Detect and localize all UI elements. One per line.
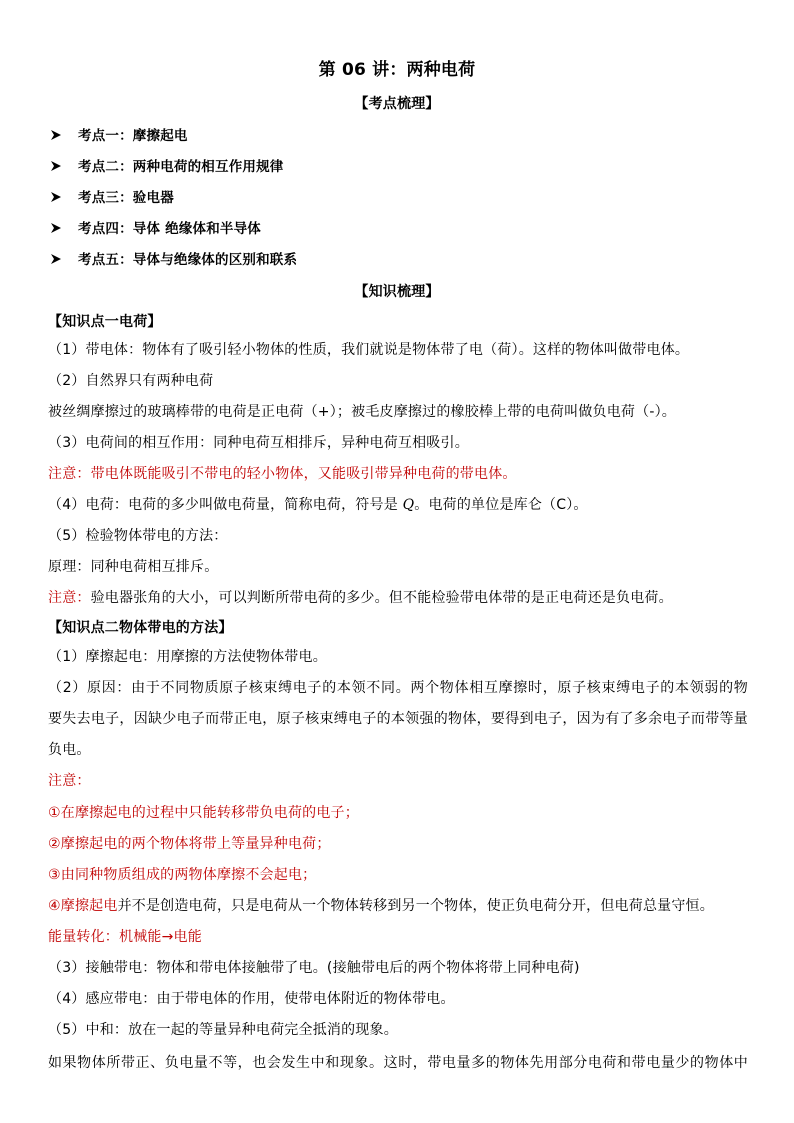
kp2-line: （3）接触带电：物体和带电体接触带了电。(接触带电后的两个物体将带上同种电荷) bbox=[48, 960, 580, 976]
exam-point-text: 考点四：导体 绝缘体和半导体 bbox=[78, 221, 261, 237]
kp2-note-lead: ④摩擦起电 bbox=[48, 898, 118, 914]
kp1-line: （2）自然界只有两种电荷 bbox=[48, 373, 214, 389]
arrow-bullet-icon bbox=[50, 222, 62, 234]
kp1-line-text: 。电荷的单位是库仑（C）。 bbox=[414, 497, 588, 513]
exam-point-text: 考点五：导体与绝缘体的区别和联系 bbox=[78, 252, 298, 268]
kp2-line: （1）摩擦起电：用摩擦的方法使物体带电。 bbox=[48, 649, 327, 665]
arrow-bullet-icon bbox=[50, 129, 62, 141]
kp1-line-text: 验电器张角的大小，可以判断所带电荷的多少。但不能检验带电体带的是正电荷还是负电荷。 bbox=[90, 590, 673, 606]
kp2-note-item: ①在摩擦起电的过程中只能转移带负电荷的电子； bbox=[48, 805, 359, 821]
charge-symbol: Q bbox=[402, 497, 415, 513]
note-label: 注意： bbox=[48, 773, 91, 789]
kp1-line bbox=[48, 588, 673, 608]
exam-point-text: 考点二：两种电荷的相互作用规律 bbox=[78, 159, 284, 175]
kp1-line: 原理：同种电荷相互排斥。 bbox=[48, 559, 219, 575]
arrow-bullet-icon bbox=[50, 160, 62, 172]
kp2-note-item: ②摩擦起电的两个物体将带上等量异种电荷； bbox=[48, 836, 331, 852]
kp2-note-item bbox=[48, 896, 714, 916]
kp2-line: （2）原因：由于不同物质原子核束缚电子的本领不同。两个物体相互摩擦时，原子核束缚电子的本领弱的物 bbox=[48, 680, 748, 696]
exam-point-item bbox=[50, 188, 174, 208]
note-label: 注意： bbox=[48, 590, 91, 606]
kp2-line: 负电。 bbox=[48, 742, 91, 758]
exam-point-text: 考点一：摩擦起电 bbox=[78, 128, 188, 144]
exam-point-item bbox=[50, 126, 188, 146]
kp1-line: （3）电荷间的相互作用：同种电荷互相排斥，异种电荷互相吸引。 bbox=[48, 435, 469, 451]
kp2-heading: 【知识点二物体带电的方法】 bbox=[48, 620, 233, 636]
kp2-line: 要失去电子，因缺少电子而带正电，原子核束缚电子的本领强的物体，要得到电子，因为有了多余电子而带等量 bbox=[48, 711, 748, 727]
exam-point-item bbox=[50, 219, 261, 239]
exam-point-item bbox=[50, 250, 297, 270]
section-heading-exam-points: 【考点梳理】 bbox=[354, 96, 440, 112]
exam-point-text: 考点三：验电器 bbox=[78, 190, 174, 206]
kp1-line: （5）检验物体带电的方法： bbox=[48, 528, 228, 544]
kp1-line bbox=[48, 495, 588, 515]
arrow-bullet-icon bbox=[50, 191, 62, 203]
kp1-heading: 【知识点一电荷】 bbox=[48, 314, 162, 330]
page-title: 第 06 讲：两种电荷 bbox=[318, 60, 476, 80]
kp2-line: （5）中和：放在一起的等量异种电荷完全抵消的现象。 bbox=[48, 1022, 398, 1038]
section-heading-knowledge: 【知识梳理】 bbox=[354, 284, 440, 300]
kp2-line: （4）感应带电：由于带电体的作用，使带电体附近的物体带电。 bbox=[48, 991, 455, 1007]
energy-conversion: 能量转化：机械能→电能 bbox=[48, 929, 202, 945]
kp2-note-item: ③由同种物质组成的两物体摩擦不会起电； bbox=[48, 867, 317, 883]
kp2-line: 如果物体所带正、负电量不等，也会发生中和现象。这时，带电量多的物体先用部分电荷和带电量少的物体中 bbox=[48, 1055, 748, 1071]
kp1-line: 被丝绸摩擦过的玻璃棒带的电荷是正电荷（+）；被毛皮摩擦过的橡胶棒上带的电荷叫做负电荷（-）。 bbox=[48, 404, 676, 420]
kp1-line-text: （4）电荷：电荷的多少叫做电荷量，简称电荷，符号是 bbox=[48, 497, 403, 513]
kp1-line: （1）带电体：物体有了吸引轻小物体的性质，我们就说是物体带了电（荷）。这样的物体叫做带电体。 bbox=[48, 342, 690, 358]
arrow-bullet-icon bbox=[50, 253, 62, 265]
kp1-note: 注意：带电体既能吸引不带电的轻小物体，又能吸引带异种电荷的带电体。 bbox=[48, 466, 517, 482]
exam-point-item bbox=[50, 157, 284, 177]
kp2-note-text: 并不是创造电荷，只是电荷从一个物体转移到另一个物体，使正负电荷分开，但电荷总量守恒。 bbox=[117, 898, 714, 914]
